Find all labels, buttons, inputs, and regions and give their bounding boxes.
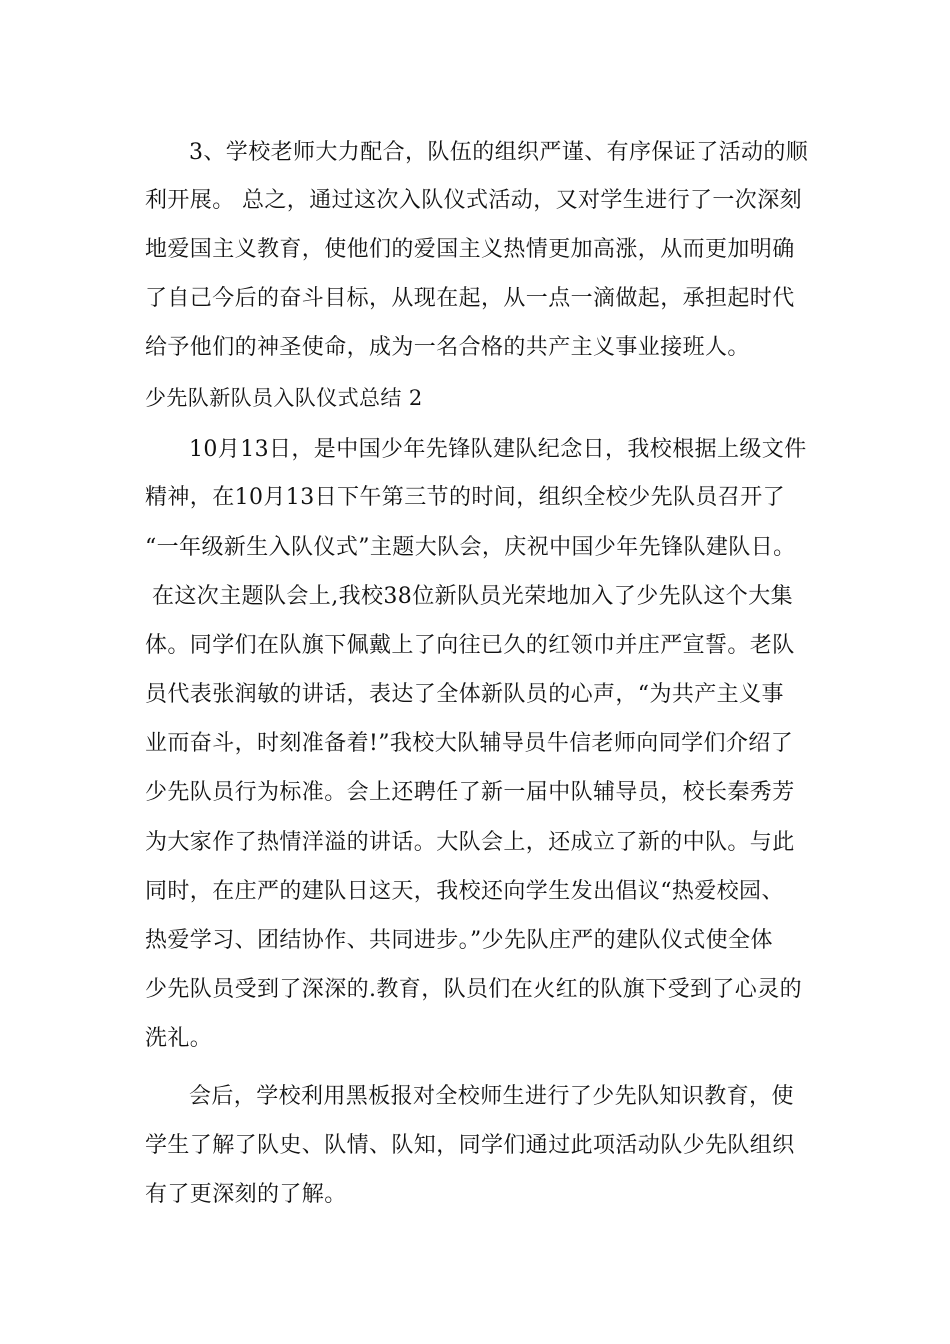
paragraph-line: 地爱国主义教育，使他们的爱国主义热情更加高涨，从而更加明确 (145, 237, 795, 262)
paragraph-line: 洗礼。 (145, 1026, 213, 1051)
paragraph-line: “一年级新生入队仪式”主题大队会，庆祝中国少年先锋队建队日。 (145, 535, 796, 560)
paragraph-line: 会后，学校利用黑板报对全校师生进行了少先队知识教育，使 (189, 1084, 794, 1109)
paragraph-line: 10月13日，是中国少年先锋队建队纪念日，我校根据上级文件 (189, 437, 807, 462)
paragraph-line: 热爱学习、团结协作、共同进步。”少先队庄严的建队仪式使全体 (145, 928, 773, 953)
paragraph-line: 同时，在庄严的建队日这天，我校还向学生发出倡议“热爱校园、 (145, 879, 784, 904)
section-heading: 少先队新队员入队仪式总结 2 (145, 386, 423, 410)
paragraph-line: 为大家作了热情洋溢的讲话。大队会上，还成立了新的中队。与此 (145, 830, 795, 855)
paragraph-line: 少先队员行为标准。会上还聘任了新一届中队辅导员，校长秦秀芳 (145, 780, 795, 805)
paragraph-line: 3、学校老师大力配合，队伍的组织严谨、有序保证了活动的顺 (189, 140, 809, 165)
paragraph-line: 精神，在10月13日下午第三节的时间，组织全校少先队员召开了 (145, 485, 785, 510)
paragraph-line: 了自己今后的奋斗目标，从现在起，从一点一滴做起，承担起时代 (145, 286, 795, 311)
paragraph-line: 在这次主题队会上,我校38位新队员光荣地加入了少先队这个大集 (152, 584, 793, 609)
paragraph-line: 有了更深刻的了解。 (145, 1182, 347, 1207)
paragraph-line: 学生了解了队史、队情、队知，同学们通过此项活动队少先队组织 (145, 1133, 795, 1158)
paragraph-line: 少先队员受到了深深的.教育，队员们在火红的队旗下受到了心灵的 (145, 977, 802, 1002)
paragraph-line: 业而奋斗，时刻准备着!”我校大队辅导员牛信老师向同学们介绍了 (145, 731, 794, 756)
paragraph-line: 体。同学们在队旗下佩戴上了向往已久的红领巾并庄严宣誓。老队 (145, 633, 795, 658)
paragraph-line: 给予他们的神圣使命，成为一名合格的共产主义事业接班人。 (145, 335, 750, 360)
paragraph-line: 员代表张润敏的讲话，表达了全体新队员的心声，“为共产主义事 (145, 682, 784, 707)
paragraph-line: 利开展。 总之，通过这次入队仪式活动，又对学生进行了一次深刻 (145, 188, 802, 213)
